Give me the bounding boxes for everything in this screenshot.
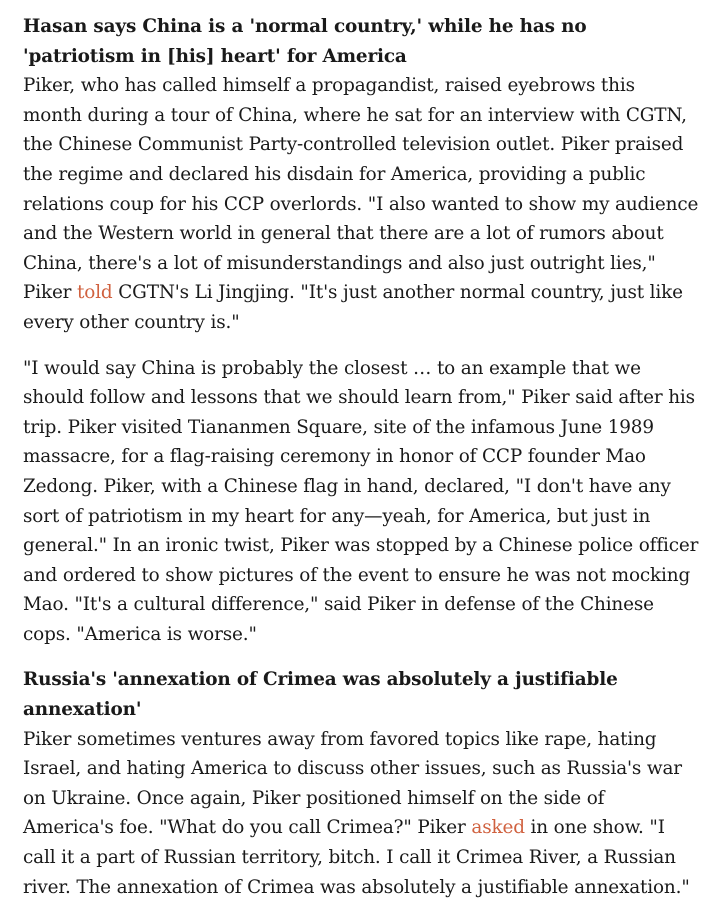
asked-link[interactable]: asked [471,817,525,839]
paragraph-text: in one show. "I call it a part of Russian territory, bitch. I call it Crimea River, a Russian river. The annexation of Crimea was absolutely a justifiable annexation." [23,817,690,898]
paragraph-text: Piker, who has called himself a propagandist, raised eyebrows this month during a tour of China, where he sat for an interview with CGTN, the Chinese Communist Party-controlled television outlet. Piker praised the regime and declared his disdain for America, providing a public relations coup for his CCP overlords. "I also wanted to show my audience and the Western world in general that there are a lot of rumors about China, there's a lot of misunderstandings and also just outright lies," Piker [23,75,699,304]
article-paragraph: "I would say China is probably the closest … to an example that we should follow and lessons that we should learn from," Piker said after his trip. Piker visited Tiananmen Square, site of the infamous June 1989 massacre, for a flag-raising ceremony in honor of CCP founder Mao Zedong. Piker, with a Chinese flag in hand, declared, "I don't have any sort of patriotism in my heart for any—yeah, for America, but just in general." In an ironic twist, Piker was stopped by a Chinese police officer and ordered to show pictures of the event to ensure he was not mocking Mao. "It's a cultural difference," said Piker in defense of the Chinese cops. "America is worse." [23,357,699,645]
article-body [23,12,699,918]
paragraph-text: Piker sometimes ventures away from favored topics like rape, hating Israel, and hating America to discuss other issues, such as Russia's war on Ukraine. Once again, Piker positioned himself on the side of America's foe. "What do you call Crimea?" Piker [23,728,682,839]
section-heading: Hasan says China is a 'normal country,' while he has no 'patriotism in [his] heart' for America [23,16,587,67]
section-heading: Russia's 'annexation of Crimea was absolutely a justifiable annexation' [23,669,618,721]
section-china [23,12,699,649]
section-russia [23,665,699,902]
article-paragraph [23,71,699,337]
told-link[interactable]: told [77,282,113,304]
article-paragraph [23,725,699,903]
paragraph-text: CGTN's Li Jingjing. "It's just another normal country, just like every other country is." [23,282,683,333]
